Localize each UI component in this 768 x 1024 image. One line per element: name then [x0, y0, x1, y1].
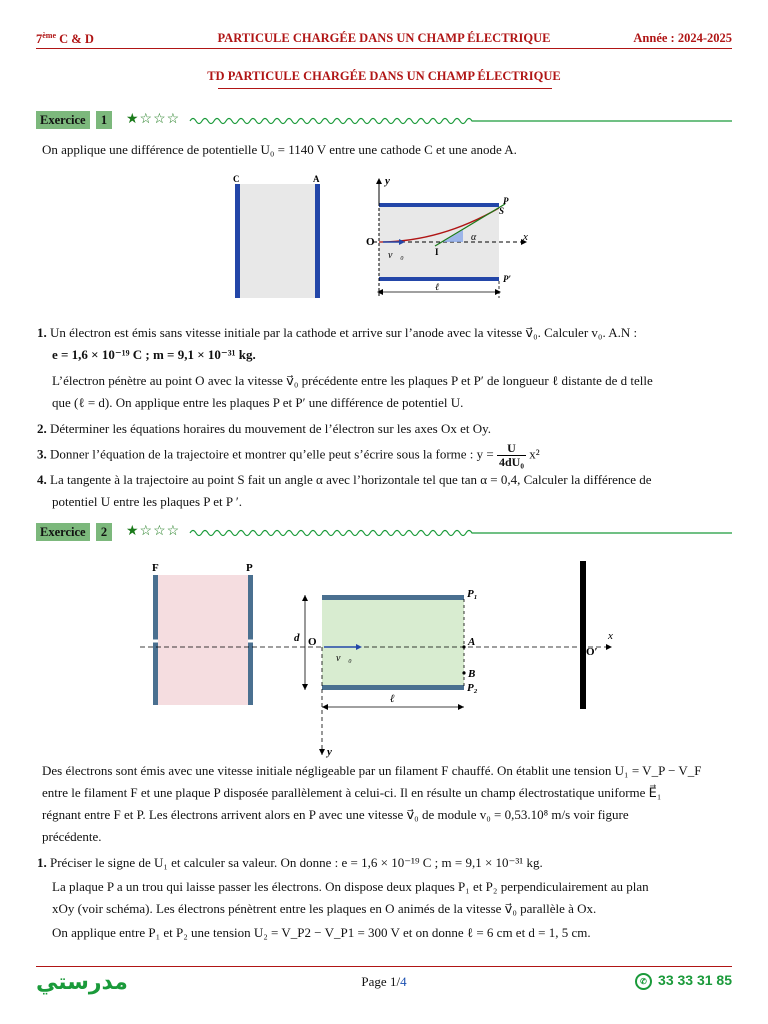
exercise-1-label: Exercice [36, 111, 90, 129]
deflection-region [322, 599, 464, 687]
page-title: TD PARTICULE CHARGÉE DANS UN CHAMP ÉLECTRIQUE [207, 69, 561, 83]
accelerating-region [237, 184, 319, 298]
I-label: I [435, 247, 439, 257]
origin-label: O [366, 236, 375, 248]
ex1-question-4: 4. La tangente à la trajectoire au point S fait un angle α avec l’horizontale tel que tan α = 0,4, Calculer la différence de potentiel U entre les plaques P et P ′. [37, 472, 652, 509]
title-underline [218, 88, 552, 89]
screen [580, 561, 586, 709]
x-label: x [523, 231, 528, 243]
y-label: y [327, 746, 332, 758]
phone-contact[interactable]: ✆ 33 33 31 85 [635, 972, 732, 990]
v0-label: v⃗₀ [388, 250, 404, 261]
difficulty-stars-icon: ★☆☆☆ [126, 524, 181, 539]
difficulty-stars-icon: ★☆☆☆ [126, 112, 181, 127]
length-label: ℓ [390, 693, 395, 705]
wave-divider [190, 114, 732, 128]
S-label: S [499, 206, 505, 216]
P1-label: P₁ [467, 588, 478, 600]
wave-divider [190, 526, 732, 540]
plate-P2 [322, 685, 464, 690]
accelerating-region [156, 575, 250, 705]
v0-label: v⃗₀ [336, 653, 352, 664]
header-class: 7ème C & D [36, 31, 94, 47]
alpha-label: α [471, 232, 477, 243]
ex1-question-1: 1. Un électron est émis sans vitesse initiale par la cathode et arrive sur l’anode avec la vitesse v⃗₀. Calculer v₀. A.N : e = 1,6 × 10⁻¹⁹ C ; m = 9,1 × 10⁻³¹ kg. L’électron pénètre au point O avec la vitesse v⃗₀ précédente entre les plaques P et P′ de longueur ℓ distante de d telle que (ℓ = d). On applique entre les plaques P et P′ une différence de potentiel U. [37, 325, 653, 410]
brand-logo: مدرستي [36, 970, 128, 995]
page-number: Page 1/4 [361, 974, 407, 989]
header-chapter: PARTICULE CHARGÉE DANS UN CHAMP ÉLECTRIQUE [217, 31, 551, 45]
plate-P [379, 203, 499, 207]
header-year: Année : 2024-2025 [633, 31, 732, 45]
anode-plate [315, 184, 320, 298]
P-label: P [246, 562, 253, 574]
cathode-plate [235, 184, 240, 298]
B-label: B [468, 668, 476, 680]
header-rule [36, 48, 732, 49]
cathode-label: C [233, 174, 240, 184]
exercise-2-number: 2 [96, 523, 112, 541]
exercise-2-label: Exercice [36, 523, 90, 541]
length-label: ℓ [435, 282, 440, 293]
A-label: A [468, 636, 476, 648]
whatsapp-icon: ✆ [635, 973, 652, 990]
plate-Pp [379, 277, 499, 281]
O-label: O [308, 636, 317, 648]
x-label: x [608, 630, 613, 642]
figure-1 [225, 170, 528, 300]
ex1-question-3: 3. Donner l’équation de la trajectoire et montrer qu’elle peut s’écrire sous la forme : y = $\frac{U}{\text{4dU₀}}$ x² [37, 441, 540, 469]
ex1-question-2: 2. Déterminer les équations horaires du mouvement de l’électron sur les axes Ox et Oy. [37, 421, 492, 436]
anode-label: A [313, 174, 320, 184]
F-label: F [152, 562, 159, 574]
ex2-question-1: 1. Préciser le signe de U₁ et calculer sa valeur. On donne : e = 1,6 × 10⁻¹⁹ C ; m = 9,1 × 10⁻³¹ kg. La plaque P a un trou qui laisse passer les électrons. On dispose deux plaques P₁ et P₂ perpendiculairement au plan xOy (voir schéma). Les électrons pénètrent entre les plaques en O animés de la vitesse v⃗₀ parallèle à Ox. On applique entre P₁ et P₂ une tension U₂ = V_P2 − V_P1 = 300 V et on donne ℓ = 6 cm et d = 1, 5 cm. [37, 855, 649, 940]
exercise-1-number: 1 [96, 111, 112, 129]
Pp-label: P′ [503, 274, 512, 284]
y-label: y [385, 175, 390, 187]
P-label: P [503, 196, 509, 206]
Op-label: O′ [586, 646, 598, 658]
figure-2 [140, 555, 630, 760]
exercise-1-intro: On applique une différence de potentielle U₀ = 1140 V entre une cathode C et une anode A. [42, 142, 517, 157]
plate-P1 [322, 595, 464, 600]
footer-rule [36, 966, 732, 967]
P2-label: P₂ [467, 682, 478, 694]
exercise-2-intro: Des électrons sont émis avec une vitesse initiale négligeable par un filament F chauffé. On établit une tension U₁ = V_P − V_F entre le filament F et une plaque P disposée parallèlement à celui-ci. Il en résulte un champ électrostatique uniforme E⃗₁ régnant entre F et P. Les électrons arrivent alors en P avec une vitesse v⃗₀ de module v₀ = 0,53.10⁸ m/s voir figure précédente. [42, 763, 702, 844]
d-label: d [294, 632, 300, 644]
